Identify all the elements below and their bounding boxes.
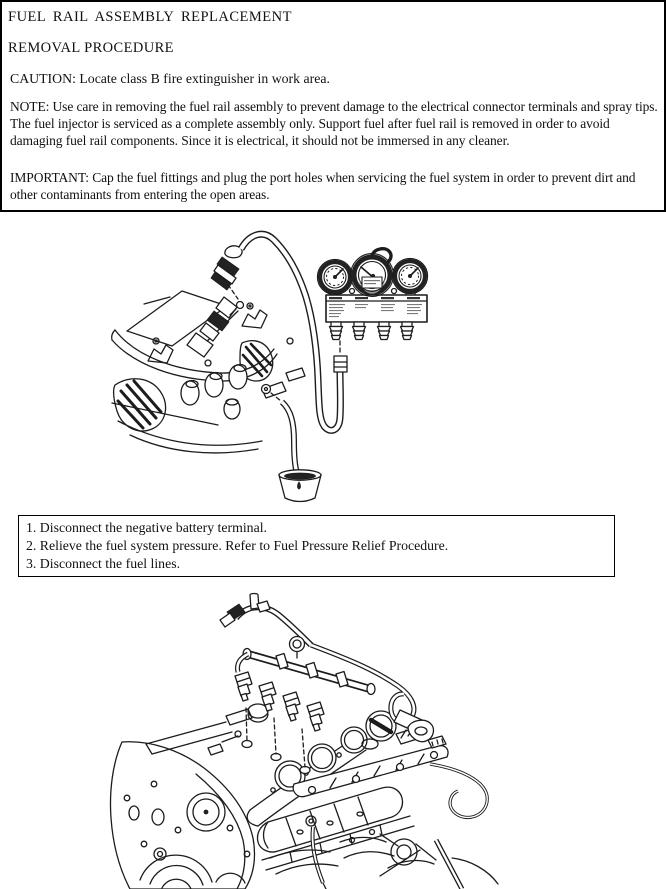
- important-text: IMPORTANT: Cap the fuel fittings and plug the port holes when servicing the fuel system in order to prevent dirt and other contaminants from entering the open areas.: [10, 170, 636, 202]
- fuel-pressure-gauge-set: [317, 249, 427, 340]
- procedure-step: 1. Disconnect the negative battery terminal.: [26, 520, 267, 535]
- page-title: FUEL RAIL ASSEMBLY REPLACEMENT: [8, 9, 292, 25]
- bleed-hose-and-drain-cup: [262, 385, 322, 502]
- fuel-rail-assembly: [220, 594, 433, 742]
- fuel-injectors: [235, 672, 324, 731]
- procedure-header-box: [0, 0, 666, 212]
- procedure-steps-box: [18, 515, 615, 577]
- center-gauge: [351, 254, 394, 297]
- gauge-adapter-fitting: [211, 246, 242, 299]
- right-gauge: [392, 258, 427, 293]
- note-text: NOTE: Use care in removing the fuel rail assembly to prevent damage to the electrical connector terminals and spray tips. The fuel injector is serviced as a complete assembly only. Support fuel after fuel rail is removed in order to avoid damaging fuel rail components. Since it is electrical, it should not be immersed in any cleaner.: [10, 99, 658, 148]
- figure-fuel-rail-removal: [0, 592, 666, 889]
- figure-fuel-pressure-gauge-hookup: [0, 213, 666, 505]
- procedure-step: 3. Disconnect the fuel lines.: [26, 556, 181, 571]
- engine-intake-art: [112, 291, 305, 453]
- left-gauge: [317, 259, 352, 294]
- engine-block-art: [110, 704, 498, 889]
- procedure-heading: REMOVAL PROCEDURE: [8, 40, 174, 56]
- manifold-fittings: [330, 322, 414, 340]
- procedure-step: 2. Relieve the fuel system pressure. Refer to Fuel Pressure Relief Procedure.: [26, 538, 449, 553]
- caution-text: CAUTION: Locate class B fire extinguisher in work area.: [10, 71, 330, 86]
